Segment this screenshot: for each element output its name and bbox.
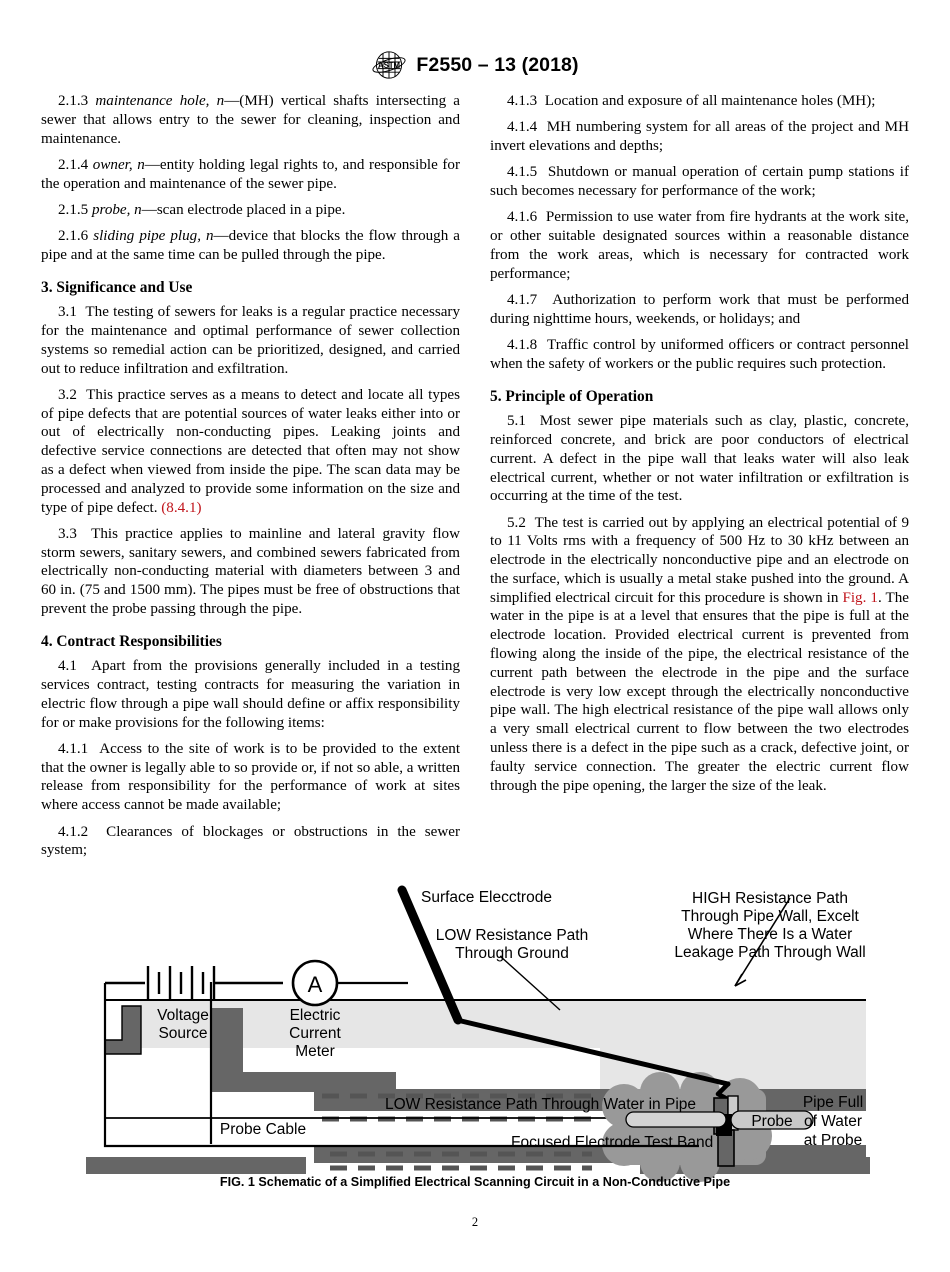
para-number: 3.1	[58, 304, 77, 321]
para-number: 4.1.1	[58, 740, 89, 757]
para-number: 4.1.3	[507, 93, 538, 109]
voltage-source-label-line2: Source	[158, 1025, 208, 1042]
para-text: —device that blocks the flow through a pipe and at the same time can be pulled through the pipe.	[41, 228, 460, 263]
probe-cable-label: Probe Cable	[219, 1121, 307, 1138]
para-number: 4.1.7	[507, 292, 538, 309]
document-body	[41, 92, 910, 867]
para-number: 4.1.4	[507, 119, 538, 136]
low-resistance-ground-label-line2: Through Ground	[455, 945, 569, 962]
defined-term: owner, n	[92, 156, 145, 173]
meter-label-line1: Electric	[289, 1007, 341, 1024]
high-resistance-label-line2: Through Pipe Wall, Excelt	[681, 908, 859, 925]
cross-reference-link[interactable]: (8.4.1)	[161, 499, 202, 516]
probe-label: Probe	[751, 1113, 793, 1130]
paragraph-4-1-5	[490, 163, 909, 201]
para-number: 2.1.6	[58, 228, 89, 245]
paragraph-4-1-4	[490, 118, 909, 156]
paragraph-2-1-5	[41, 201, 460, 220]
right-column	[490, 92, 909, 867]
para-text: MH numbering system for all areas of the project and MH invert elevations and depths;	[490, 119, 909, 155]
astm-logo-icon	[371, 50, 407, 80]
paragraph-3-3	[41, 525, 460, 619]
focused-electrode-test-band-label: Focused Electrode Test Band	[511, 1134, 714, 1151]
para-text: Access to the site of work is to be provided to the extent that the owner is legally able to so provide or, if not so able, a written release from responsibility for the performance of work at sites where access cannot be made available;	[41, 740, 461, 814]
high-resistance-label-line1: HIGH Resistance Path	[692, 890, 848, 907]
para-number: 4.1.6	[507, 209, 538, 226]
figure-1	[0, 868, 950, 1198]
figure-1-caption: FIG. 1 Schematic of a Simplified Electrical Scanning Circuit in a Non-Conductive Pipe	[219, 1175, 731, 1189]
para-number: 5.1	[507, 413, 526, 430]
focused-electrode-test-band-shape	[626, 1112, 726, 1127]
para-text: Authorization to perform work that must be performed during nighttime hours, weekends, or holidays; and	[490, 292, 910, 327]
bottom-structure-left	[86, 1157, 306, 1174]
high-resistance-label-line3: Where There Is a Water	[687, 926, 853, 943]
paragraph-5-2	[490, 514, 909, 796]
paragraph-4-1-8	[490, 336, 909, 374]
paragraph-4-1-6	[490, 208, 909, 283]
section-heading-5: 5. Principle of Operation	[490, 387, 654, 405]
para-text-after: . The water in the pipe is at a level that ensures that the pipe is full at the electrode location. Provided electrical current is prevented from flowing along the inside of the pipe, the electrical resistance of the current path between the electrode in the pipe and the surface electrode is very low except through the electrically nonconductive pipe wall. The high electrical resistance of the pipe wall allows only a very small electrical current to flow between the two electrodes unless there is a defect in the pipe such as a crack, defective joint, or faulty service connection. The greater the electric current flow through the pipe opening, the larger the size of the leak.	[490, 589, 909, 794]
surface-electrode-label: Surface Elecctrode	[421, 889, 552, 906]
paragraph-4-1-1	[41, 740, 460, 815]
paragraph-4-1-2	[41, 823, 460, 861]
paragraph-2-1-4	[41, 156, 460, 194]
para-text: —scan electrode placed in a pipe.	[141, 201, 346, 218]
para-number: 4.1.8	[507, 337, 538, 354]
meter-label-line3: Meter	[295, 1043, 335, 1060]
para-text: This practice serves as a means to detect and locate all types of pipe defects that are potential sources of water leaks either into or out of electrically non-conducting pipes. Leaking joints and defective service connections are detected that often may not show as a defect when viewed from inside the pipe. The scan data may be processed and analyzed to provide some information on the size and type of pipe defect.	[41, 386, 460, 516]
para-text: Apart from the provisions generally included in a testing services contract, testing contracts for measuring the variation in electric flow through a pipe wall should define or affix responsibility for or make provisions for the following items:	[41, 658, 461, 731]
high-resistance-arrow-head	[735, 974, 746, 986]
para-number: 4.1.5	[507, 164, 538, 181]
low-resistance-water-label: LOW Resistance Path Through Water in Pipe	[385, 1096, 697, 1113]
paragraph-5-1	[490, 412, 909, 506]
para-text: Most sewer pipe materials such as clay, plastic, concrete, reinforced concrete, and brick are poor conductors of electrical current. A defect in the pipe wall that leaks water will also leak electrical current, whether or not water infiltration or exfiltration is occurring at the time of the test.	[490, 413, 909, 505]
pipe-full-label-line3: at Probe	[803, 1132, 863, 1149]
figure-1-schematic	[0, 868, 950, 1198]
left-column	[41, 92, 460, 867]
left-structure-block	[105, 1006, 141, 1054]
para-number: 4.1	[58, 658, 77, 675]
para-number: 2.1.3	[58, 93, 89, 109]
paragraph-4-1	[41, 657, 460, 732]
para-text: Permission to use water from fire hydrants at the work site, or other suitable designated sources within a reasonable distance from the work areas, which is necessary for contracted work performance;	[490, 209, 910, 282]
paragraph-2-1-6	[41, 227, 460, 265]
para-number: 2.1.4	[58, 156, 89, 173]
paragraph-4-1-3	[490, 92, 909, 111]
paragraph-4-1-7	[490, 291, 909, 329]
defined-term: probe, n	[91, 201, 142, 218]
para-number: 2.1.5	[58, 201, 89, 218]
defined-term: sliding pipe plug, n	[93, 228, 214, 245]
ammeter-symbol-label: A	[307, 972, 323, 997]
section-heading-4: 4. Contract Responsibilities	[41, 632, 222, 650]
paragraph-3-2	[41, 386, 460, 517]
para-text: Shutdown or manual operation of certain pump stations if such becomes necessary for performance of the work;	[490, 164, 910, 200]
para-number: 3.2	[58, 386, 77, 403]
para-text: The testing of sewers for leaks is a regular practice necessary for the maintenance and optimal performance of sewer collection systems so remedial action can be prioritized, designed, and carried out to reduce infiltration and exfiltration.	[41, 304, 461, 377]
para-text: —entity holding legal rights to, and responsible for the operation and maintenance of the sewer pipe.	[41, 156, 461, 192]
paragraph-3-1	[41, 303, 460, 378]
high-resistance-label-line4: Leakage Path Through Wall	[674, 944, 866, 961]
voltage-source-symbol	[105, 966, 283, 1000]
pipe-full-label-line1: Pipe Full	[802, 1094, 864, 1111]
para-text: Traffic control by uniformed officers or contract personnel when the safety of workers or the public requires such protection.	[490, 337, 910, 372]
voltage-source-label-line1: Voltage	[157, 1007, 209, 1024]
page-header	[0, 50, 950, 80]
page-number: 2	[471, 1215, 479, 1229]
para-text: —(MH) vertical shafts intersecting a sewer that allows entry to the sewer for cleaning, inspection and maintenance.	[41, 93, 461, 147]
pipe-full-label-line2: of Water	[804, 1113, 862, 1130]
defined-term: maintenance hole, n	[95, 93, 225, 109]
document-designation: F2550 – 13 (2018)	[416, 53, 579, 76]
svg-text:ASTM: ASTM	[378, 61, 401, 70]
figure-reference-link[interactable]: Fig. 1	[842, 589, 878, 606]
meter-label-line2: Current	[289, 1025, 341, 1042]
para-number: 3.3	[58, 525, 77, 542]
para-text: Location and exposure of all maintenance holes (MH);	[544, 93, 876, 109]
low-resistance-ground-label-line1: LOW Resistance Path	[435, 927, 589, 944]
para-number: 5.2	[507, 514, 526, 531]
para-text: This practice applies to mainline and lateral gravity flow storm sewers, sanitary sewers, and combined sewers fabricated from electrically non-conducting material with diameters between 3 and 60 in. (75 and 1500 mm). The pipes must be free of obstructions that prevent the probe passing through the pipe.	[41, 525, 460, 617]
para-text: Clearances of blockages or obstructions in the sewer system;	[41, 823, 460, 859]
section-heading-3: 3. Significance and Use	[41, 278, 193, 296]
para-number: 4.1.2	[58, 823, 89, 840]
paragraph-2-1-3	[41, 92, 460, 148]
para-text-before: The test is carried out by applying an electrical potential of 9 to 11 Volts rms with a frequency of 500 Hz to 30 kHz between an electrode in the electrically nonconductive pipe and an electrode on the surface, which is usually a metal stake pushed into the ground. A simplified electrical circuit for this procedure is shown in	[490, 514, 909, 606]
